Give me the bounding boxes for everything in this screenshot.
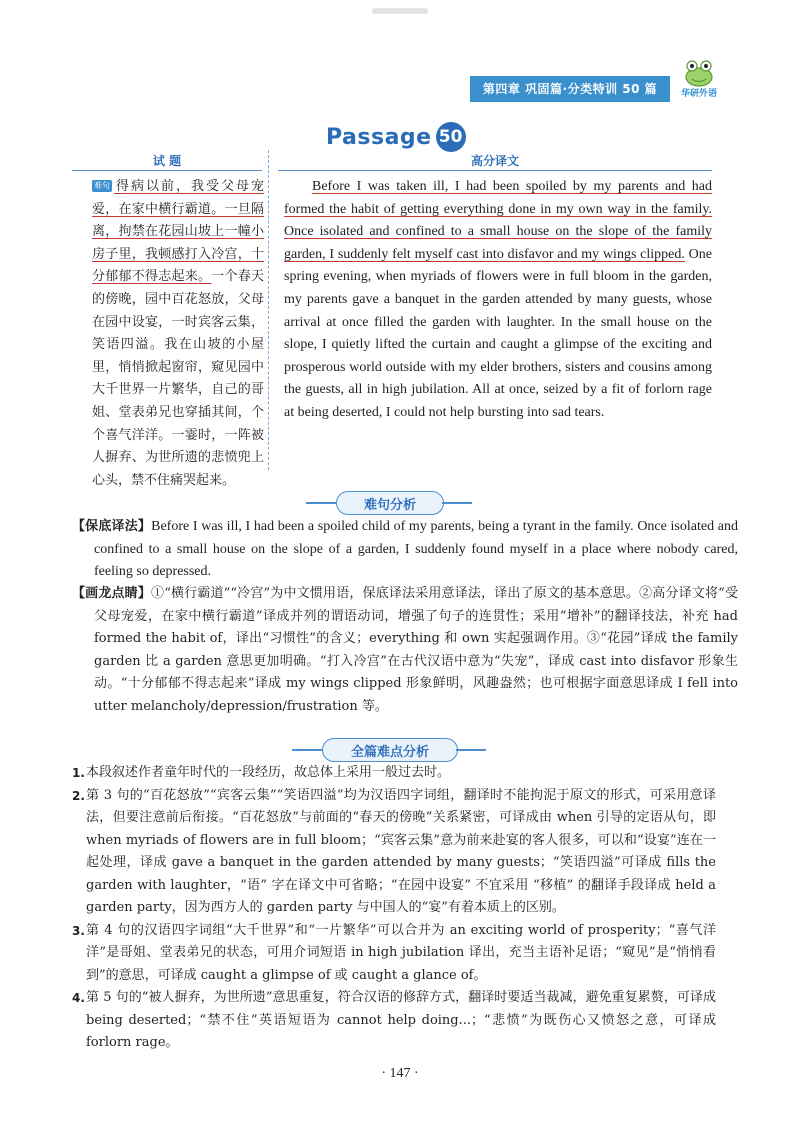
translation-rest: One spring evening, when myriads of flowers were in full bloom in the garden, my parents gave a banquet in the garden attended by many guests, whose arrival at once filled the garden with laughter. In the small house on the slope, I quietly lifted the curtain and caught a glimpse of the exciting and prosperous world outside with my elder brothers, sisters and cousins among the guests, all in high jubilation. All at once, seized by a fit of forlorn rage at being deserted, I could not help bursting into sad tears. — [284, 246, 712, 420]
heading-wing-right — [442, 502, 472, 504]
publisher-logo — [676, 58, 722, 102]
difficult-sentence-tag: 难句 — [94, 181, 110, 190]
list-item — [72, 762, 716, 785]
banner-underline — [470, 100, 670, 102]
source-rest: 一个春天的傍晚，园中百花怒放，父母在园中设宴，一时宾客云集，笑语四溢。我在山坡的小屋里，悄悄掀起窗帘，窥见园中大千世界一片繁华，自己的哥姐、堂表弟兄也穿插其间，个个喜气洋洋。一霎时，一阵被人摒弃、为世所遗的悲愤兜上心头，禁不住痛哭起来。 — [92, 269, 264, 488]
list-text: 第 3 句的“百花怒放”“宾客云集”“笑语四溢”均为汉语四字词组，翻译时不能拘泥于原文的形式，可采用意译法，但要注意前后衔接。“百花怒放”与前面的“春天的傍晚”关系紧密，可译成由 when 引导的定语从句，即 when myriads of flowers are in full bloom；“宾客云集”意为前来赴宴的客人很多，可以和“设宴”连在一起处理，译成 gave a banquet in the garden attended by many guests；“笑语四溢”可译成 fills the garden with laughter，“语” 字在译文中可省略；“在园中设宴” 不宜采用 “移植” 的翻译手段译成 held a garden party，因为西方人的 garden party 与中国人的“宴”有着本质上的区别。 — [86, 787, 716, 915]
top-scan-mark — [372, 6, 428, 16]
list-number: 1. — [72, 766, 85, 780]
heading-wing-left — [306, 502, 336, 504]
list-item — [72, 920, 716, 988]
list-text: 第 4 句的汉语四字词组“大千世界”和“一片繁华”可以合并为 an exciting world of prosperity；“喜气洋洋”是哥姐、堂表弟兄的状态，可用介词短语 in high jubilation 译出，充当主语补足语；“窥见”是“悄悄看到”的意思，可译成 caught a glimpse of 或 caught a glance of。 — [86, 922, 716, 983]
list-number: 2. — [72, 788, 85, 803]
translation-text — [284, 176, 712, 425]
list-text: 第 5 句的“被人摒弃，为世所遗”意思重复，符合汉语的修辞方式，翻译时要适当裁减，避免重复累赘，可译成 being deserted；“禁不住”英语短语为 cannot help doing...；“悲愤”为既伤心又愤怒之意，可译成 forlorn rage。 — [86, 990, 716, 1050]
overall-analysis-list — [72, 762, 716, 1055]
difficult-analysis-heading: 难句分析 — [336, 491, 444, 515]
page-number: · 147 · — [381, 1066, 419, 1081]
list-item — [72, 987, 716, 1055]
source-text — [92, 176, 264, 492]
heading-wing-right-2 — [456, 749, 486, 751]
list-number: 4. — [72, 991, 85, 1005]
frog-icon — [682, 58, 716, 88]
chapter-banner: 第四章 巩固篇·分类特训 50 篇 — [470, 76, 670, 100]
passage-number-badge: 50 — [436, 122, 466, 152]
list-item — [72, 785, 716, 920]
column-header-source: 试 题 — [72, 152, 262, 171]
column-divider — [268, 150, 269, 470]
basic-label: 【保底译法】 — [72, 519, 152, 534]
basic-translation-block — [72, 516, 738, 584]
heading-wing-left-2 — [292, 749, 322, 751]
list-number: 3. — [72, 923, 85, 938]
list-text: 本段叙述作者童年时代的一段经历，故总体上采用一般过去时。 — [86, 765, 451, 780]
logo-text: 华研外语 — [680, 89, 717, 99]
passage-title — [326, 120, 466, 154]
passage-word: Passage — [326, 124, 432, 150]
basic-text: Before I was ill, I had been a spoiled child of my parents, being a tyrant in the family. Once isolated and confined to a small house on the slope of a garden, I suddenly found myself in a place where nobody cared, feeling so depressed. — [94, 519, 738, 579]
highlight-label: 【画龙点睛】 — [72, 586, 152, 601]
highlight-block — [72, 583, 738, 718]
highlight-text: ①“横行霸道”“冷宫”为中文惯用语，保底译法采用意译法，译出了原文的基本意思。②高分译文将“受父母宠爱，在家中横行霸道”译成并列的谓语动词，增强了句子的连贯性；采用“增补”的翻译技法，补充 had formed the habit of，译出“习惯性”的含义；everything 和 own 实起强调作用。③“花园”译成 the family garden 比 a garden 意思更加明确。“打入冷宫”在古代汉语中意为“失宠”，译成 cast into disfavor 形象生动。“十分郁郁不得志起来”译成 my wings clipped 形象鲜明，风趣盎然；也可根据字面意思译成 I fell into utter melancholy/depression/frustration 等。 — [94, 586, 738, 714]
column-header-translation: 高分译文 — [278, 152, 712, 171]
translation-underlined: Before I was taken ill, I had been spoiled by my parents and had formed the habit of getting everything done in my own way in the family. Once isolated and confined to a small house on the slope of the family garden, I suddenly felt myself cast into disfavor and my wings clipped. — [284, 179, 712, 262]
source-underlined: 得病以前，我受父母宠爱，在家中横行霸道。一旦隔离，拘禁在花园山坡上一幢小房子里，我顿感打入冷宫，十分郁郁不得志起来。 — [92, 179, 264, 285]
overall-analysis-heading: 全篇难点分析 — [322, 738, 458, 762]
